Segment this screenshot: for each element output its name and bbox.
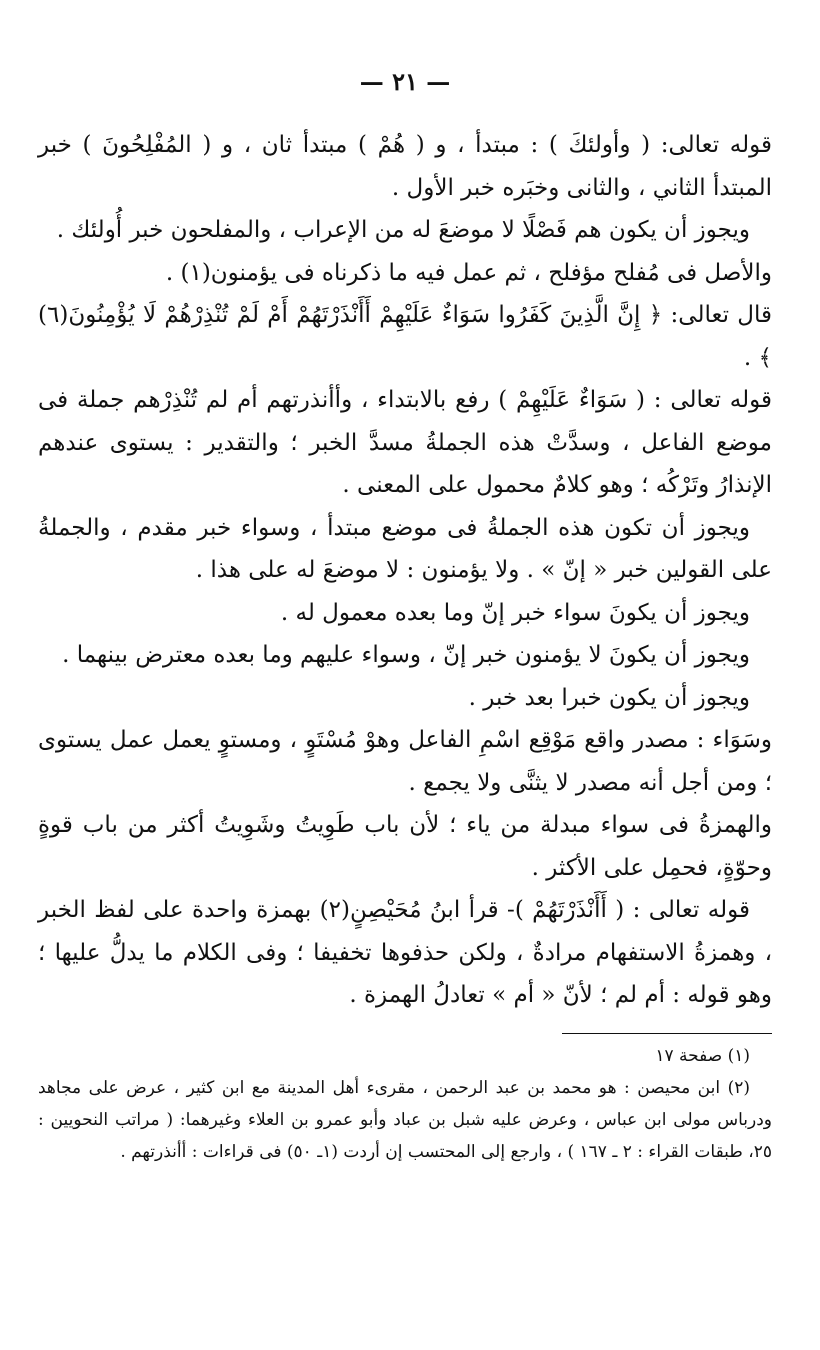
- main-text: [38, 124, 772, 1017]
- paragraph: ويجوز أن يكون هم فَصْلًا لا موضعَ له من الإعراب ، والمفلحون خبر أُولئك .: [56, 217, 750, 243]
- page-number: — ٢١ —: [359, 67, 451, 96]
- paragraph: وسَوَاء : مصدر واقع مَوْقِع اسْمِ الفاعل وهوْ مُسْتَوٍ ، ومستوٍ يعمل عمل يستوى ؛ ومن أجل أنه مصدر لا يثنَّى ولا يجمع .: [38, 727, 772, 796]
- paragraph: ويجوز أن يكون خبرا بعد خبر .: [468, 684, 750, 711]
- footnote-divider: [562, 1033, 772, 1034]
- footnote: (٢) ابن محيصن : هو محمد بن عبد الرحمن ، مقرىء أهل المدينة مع ابن كثير ، عرض على مجاهد ودرباس مولى ابن عباس ، وعرض عليه شبل بن عباد وأبو عمرو بن العلاء وغيرهما: ( مراتب النحويين : ٢٥، طبقات القراء : ٢ ـ ١٦٧ ) ، وارجع إلى المحتسب إن أردت (١ـ ٥٠) فى قراءات : أأنذرتهم .: [38, 1077, 772, 1162]
- footnotes: [38, 1040, 772, 1168]
- paragraph: والأصل فى مُفلح مؤفلح ، ثم عمل فيه ما ذكرناه فى يؤمنون(١) .: [165, 259, 772, 286]
- paragraph: قوله تعالى: ( وأولئكَ ) : مبتدأ ، و ( هُمْ ) مبتدأ ثان ، و ( المُفْلِحُونَ ) خبر المبتدأ الثاني ، والثانى وخبَره خبر الأول .: [38, 132, 772, 201]
- footnote: (١) صفحة ١٧: [655, 1045, 750, 1066]
- quran-verse: قال تعالى: ﴿ إِنَّ الَّذِينَ كَفَرُوا سَوَاءٌ عَلَيْهِمْ أَأَنْذَرْتَهُمْ أَمْ لَمْ تُنْذِرْهُمْ لَا يُؤْمِنُونَ(٦) ﴾ .: [38, 302, 772, 371]
- paragraph: ويجوز أن تكون هذه الجملةُ فى موضع مبتدأ ، وسواء خبر مقدم ، والجملةُ على القولين خبر « إنّ » . ولا يؤمنون : لا موضعَ له على هذا .: [38, 514, 772, 583]
- paragraph: ويجوز أن يكونَ لا يؤمنون خبر إنّ ، وسواء عليهم وما بعده معترض بينهما .: [62, 642, 750, 668]
- paragraph: ويجوز أن يكونَ سواء خبر إنّ وما بعده معمول له .: [280, 599, 750, 626]
- paragraph: والهمزةُ فى سواء مبدلة من ياء ؛ لأن باب طَوِيتُ وشَوِيتُ أكثر من باب قوةٍ وحوّةٍ، فحمِل على الأكثر .: [38, 812, 772, 881]
- paragraph: قوله تعالى : ( أَأَنْذَرْتَهُمْ )- قرأ ابنُ مُحَيْصِنٍ(٢) بهمزة واحدة على لفظ الخبر ، وهمزةُ الاستفهام مرادةٌ ، ولكن حذفوها تخفيفا ؛ وفى الكلام ما يدلُّ عليها ؛ وهو قوله : أم لم ؛ لأنّ « أم » تعادلُ الهمزة .: [38, 897, 772, 1008]
- paragraph: قوله تعالى : ( سَوَاءٌ عَلَيْهِمْ ) رفع بالابتداء ، وأأنذرتهم أم لم تُنْذِرْهم جملة فى موضع الفاعل ، وسدَّتْ هذه الجملةُ مسدَّ الخبر ؛ والتقدير : يستوى عندهم الإنذارُ وتَرْكُه ؛ وهو كلامٌ محمول على المعنى .: [38, 387, 772, 498]
